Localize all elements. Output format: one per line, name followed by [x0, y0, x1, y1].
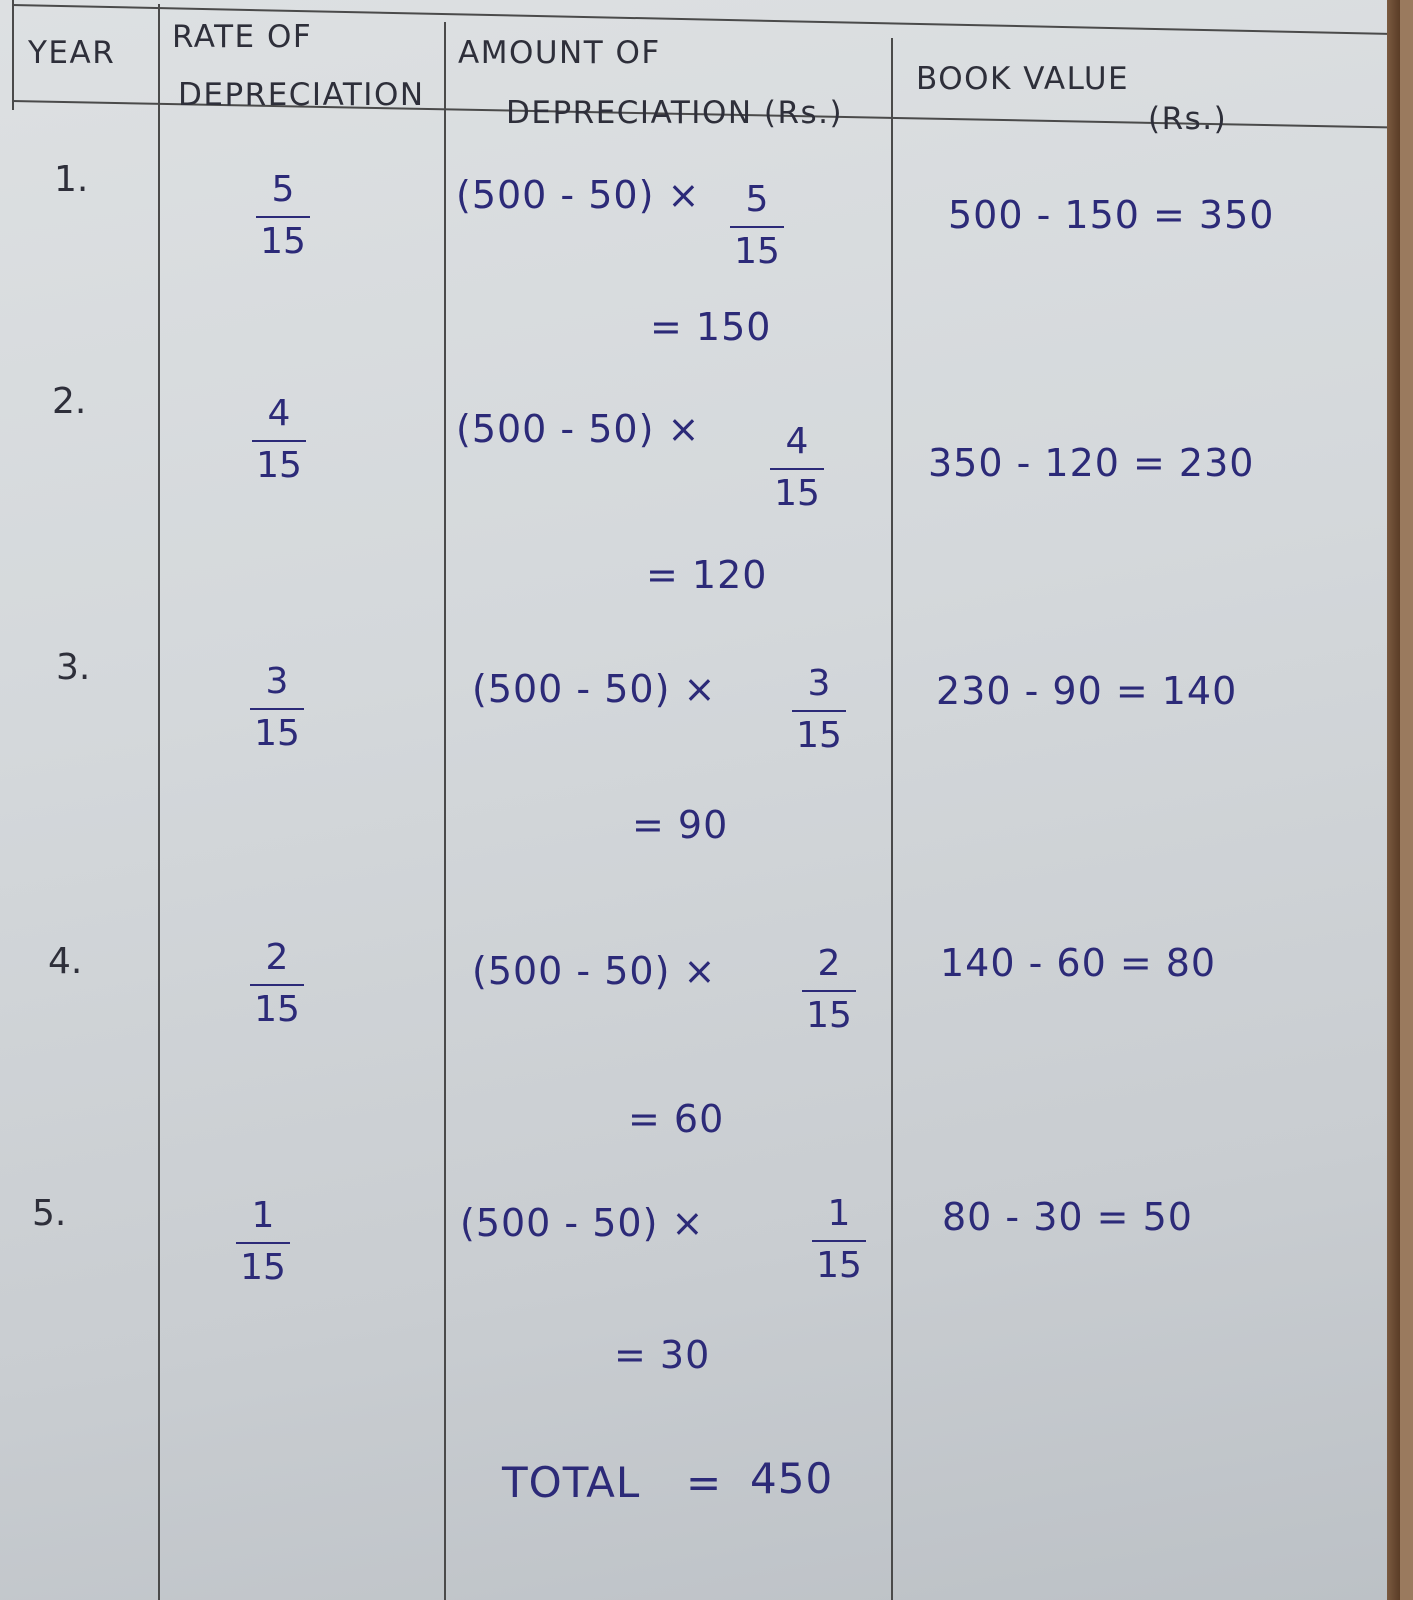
book-value-1: 500 - 150 = 350	[948, 193, 1275, 237]
rate-fraction-4	[242, 937, 312, 1030]
book-value-2: 350 - 120 = 230	[928, 441, 1255, 485]
column-divider-amount-book	[891, 38, 893, 1600]
fraction-numerator: 3	[792, 666, 846, 712]
rate-denominator: 15	[260, 221, 306, 262]
fraction-numerator: 2	[802, 946, 856, 992]
rate-numerator: 3	[250, 664, 304, 710]
column-divider-left-margin	[12, 0, 14, 110]
rate-denominator: 15	[254, 989, 300, 1030]
amount-fraction-1	[722, 179, 792, 272]
rate-numerator: 2	[250, 940, 304, 986]
amount-calc-1: (500 - 50) ×	[456, 173, 701, 217]
rate-numerator: 4	[252, 396, 306, 442]
amount-calc-5: (500 - 50) ×	[460, 1201, 705, 1245]
fraction-denominator: 15	[806, 995, 852, 1036]
total-label: TOTAL	[502, 1458, 641, 1507]
rate-denominator: 15	[256, 445, 302, 486]
header-book-line1: BOOK VALUE	[916, 61, 1130, 97]
rate-numerator: 1	[236, 1198, 290, 1244]
amount-fraction-5	[804, 1193, 874, 1286]
amount-fraction-2	[762, 421, 832, 514]
year-2: 2.	[52, 381, 87, 422]
fraction-denominator: 15	[816, 1245, 862, 1286]
amount-calc-2: (500 - 50) ×	[456, 407, 701, 451]
page-edge	[1387, 0, 1400, 1600]
book-value-5: 80 - 30 = 50	[942, 1195, 1193, 1239]
year-5: 5.	[32, 1193, 67, 1234]
header-book-line2: (Rs.)	[1148, 101, 1228, 137]
year-4: 4.	[48, 941, 83, 982]
header-amount-line2: DEPRECIATION (Rs.)	[506, 95, 844, 131]
amount-calc-4: (500 - 50) ×	[472, 949, 717, 993]
amount-fraction-4	[794, 943, 864, 1036]
total-equals: =	[686, 1458, 723, 1507]
header-amount-line1: AMOUNT OF	[458, 35, 661, 71]
amount-result-4: = 60	[628, 1097, 725, 1141]
year-1: 1.	[54, 159, 89, 200]
book-value-3: 230 - 90 = 140	[936, 669, 1238, 713]
amount-calc-3: (500 - 50) ×	[472, 667, 717, 711]
amount-result-5: = 30	[614, 1333, 711, 1377]
amount-result-3: = 90	[632, 803, 729, 847]
fraction-denominator: 15	[734, 231, 780, 272]
amount-fraction-3	[784, 663, 854, 756]
amount-result-1: = 150	[650, 305, 772, 349]
fraction-denominator: 15	[774, 473, 820, 514]
rate-denominator: 15	[254, 713, 300, 754]
rate-fraction-3	[242, 661, 312, 754]
amount-result-2: = 120	[646, 553, 768, 597]
header-year: YEAR	[28, 35, 116, 71]
fraction-numerator: 1	[812, 1196, 866, 1242]
fraction-denominator: 15	[796, 715, 842, 756]
column-divider-year-rate	[158, 4, 160, 1600]
column-divider-rate-amount	[444, 22, 446, 1600]
rate-fraction-5	[228, 1195, 298, 1288]
header-rate-line2: DEPRECIATION	[178, 77, 425, 113]
rate-fraction-2	[244, 393, 314, 486]
rate-fraction-1	[248, 169, 318, 262]
year-3: 3.	[56, 647, 91, 688]
fraction-numerator: 4	[770, 424, 824, 470]
rate-numerator: 5	[256, 172, 310, 218]
total-value: 450	[750, 1454, 834, 1503]
fraction-numerator: 5	[730, 182, 784, 228]
book-value-4: 140 - 60 = 80	[940, 941, 1217, 985]
header-rate-line1: RATE OF	[172, 19, 313, 55]
rate-denominator: 15	[240, 1247, 286, 1288]
